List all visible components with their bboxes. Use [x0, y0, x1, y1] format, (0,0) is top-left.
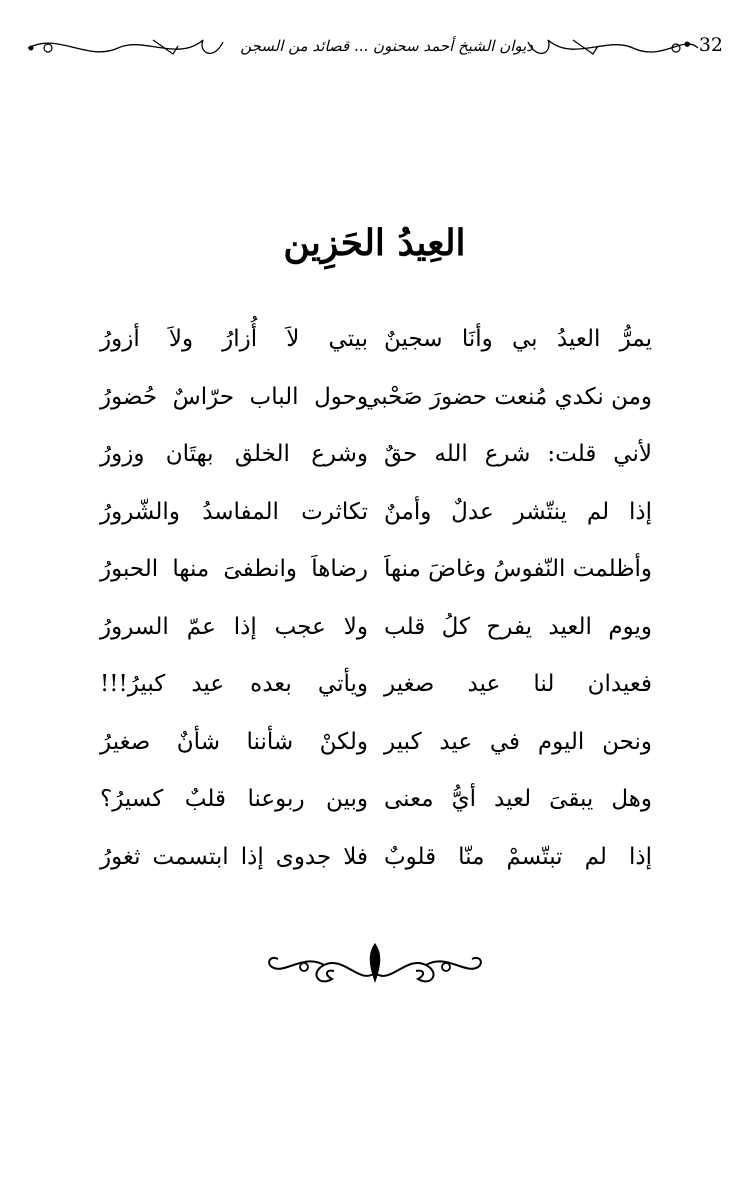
verse — [100, 729, 652, 787]
verse-second-hemistich: وشرع الخلق بهتَان وزورُ — [100, 441, 368, 467]
verse-second-hemistich: تكاثرت المفاسدُ والشّرورُ — [100, 498, 368, 525]
verse-first-hemistich: إذا لم ينتّشر عدلٌ وأمنٌ — [384, 498, 652, 525]
verse — [100, 441, 652, 499]
verse — [100, 786, 652, 844]
poem-body — [100, 326, 652, 901]
end-ornament — [264, 935, 486, 995]
verse-first-hemistich: وهل يبقىَ لعيد أيُّ معنى — [384, 786, 652, 812]
verse-first-hemistich: ويوم العيد يفرح كلُ قلب — [384, 613, 652, 640]
verse — [100, 844, 652, 902]
poem-title: العِيدُ الحَزِين — [283, 222, 466, 264]
verse-second-hemistich: بيتي لاَ أُزارُ ولاَ أزورُ — [100, 326, 368, 352]
verse-first-hemistich: يمرُّ العيدُ بي وأنَا سجينٌ — [384, 326, 652, 352]
verse-second-hemistich: فلا جدوى إذا ابتسمت ثغورُ — [100, 843, 368, 870]
verse-first-hemistich: فعيدان لنا عيد صغير — [384, 671, 652, 697]
verse — [100, 499, 652, 557]
verse-second-hemistich: وحول الباب حرّاسٌ حُضورُ — [100, 383, 368, 410]
verse — [100, 326, 652, 384]
verse-first-hemistich: وأظلمت النّفوسُ وغاضَ منهاَ — [384, 556, 652, 582]
page-header — [28, 22, 723, 74]
verse-second-hemistich: ولا عجب إذا عمّ السرورُ — [100, 613, 368, 640]
verse — [100, 384, 652, 442]
header-title-line1: ديوان الشيخ أحمد سحنون ... قصائد من السجن — [240, 37, 533, 55]
verse — [100, 556, 652, 614]
header-title — [240, 36, 533, 56]
verse-second-hemistich: ويأتي بعده عيد كبيرُ!!! — [100, 671, 368, 697]
verse-first-hemistich: ونحن اليوم في عيد كبير — [384, 728, 652, 755]
verse-first-hemistich: إذا لم تبتّسمْ منّا قلوبٌ — [384, 843, 652, 870]
verse-first-hemistich: لأني قلت: شرع الله حقٌ — [384, 441, 652, 467]
verse-second-hemistich: وبين ربوعنا قلبٌ كسيرُ؟ — [100, 786, 368, 812]
verse — [100, 614, 652, 672]
page-number: • 32 — [681, 34, 723, 56]
verse-first-hemistich: ومن نكدي مُنعت حضورَ صَحْبي — [362, 383, 652, 410]
verse-second-hemistich: رضاهاَ وانطفىَ منها الحبورُ — [100, 556, 368, 582]
verse — [100, 671, 652, 729]
verse-second-hemistich: ولكنْ شأننا شأنٌ صغيرُ — [100, 728, 368, 755]
